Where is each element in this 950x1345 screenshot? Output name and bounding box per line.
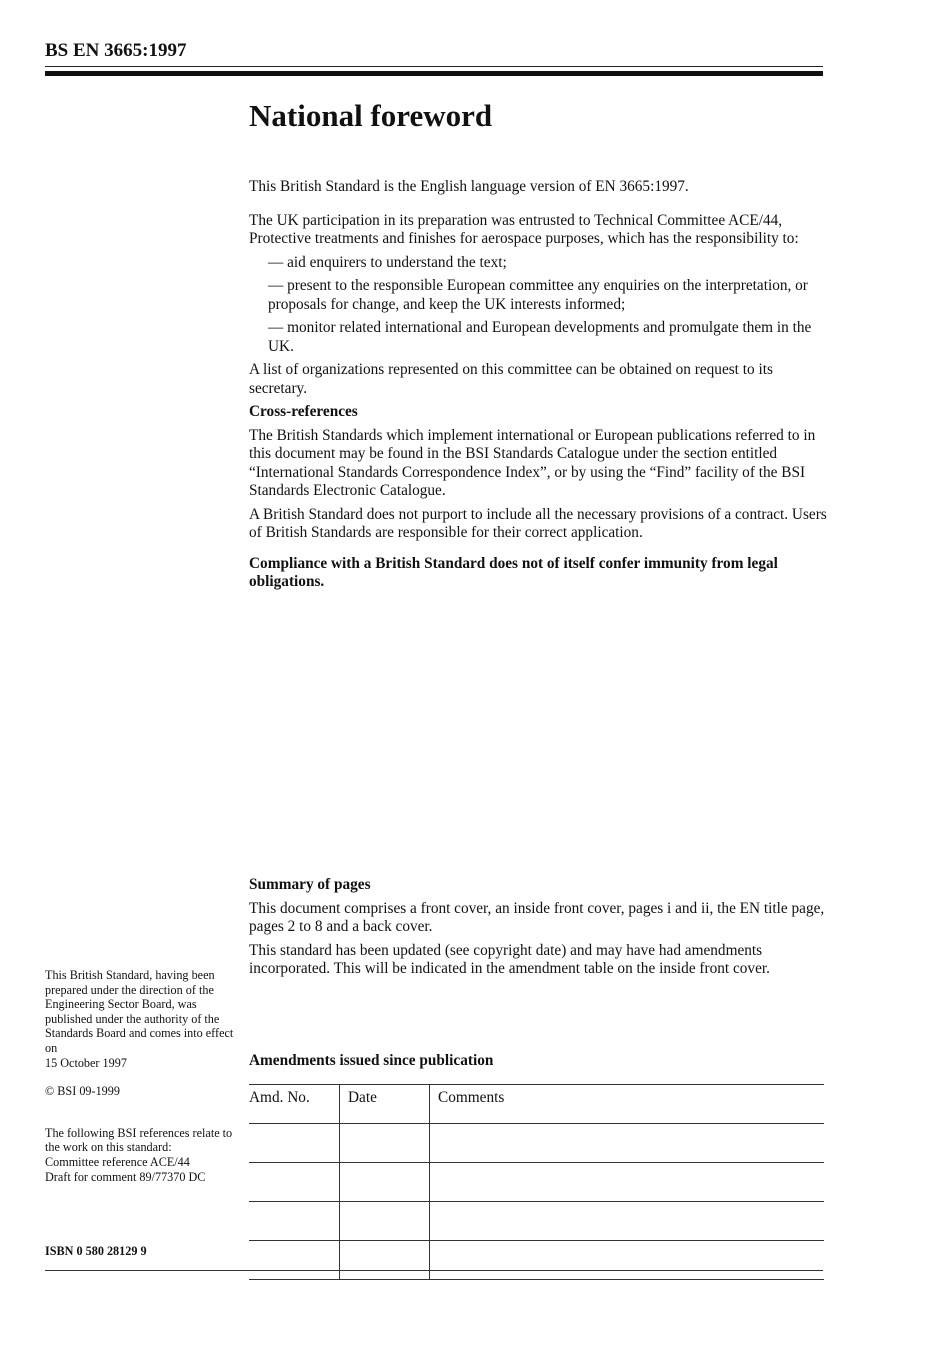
document-code: BS EN 3665:1997: [45, 40, 187, 61]
provisions-paragraph: A British Standard does not purport to include all the necessary provisions of a contract. Users of British Standards are responsible for their correct application.: [249, 505, 827, 541]
responsibility-item: — monitor related international and European developments and promulgate them in the UK.: [268, 319, 812, 355]
column-header-comments: Comments: [430, 1085, 825, 1124]
prepared-text: This British Standard, having been prepared under the direction of the Engineering Sector Board, was published under the authority of the Standards Board and comes into effect on: [45, 968, 234, 1055]
table-cell: [340, 1124, 430, 1163]
amendments-table: [249, 1084, 824, 1280]
table-header-row: [249, 1085, 824, 1124]
table-cell: [340, 1202, 430, 1241]
column-header-date: Date: [340, 1085, 430, 1124]
amendments-heading: Amendments issued since publication: [249, 1052, 494, 1069]
foreword-body: [249, 178, 827, 597]
summary-update-paragraph: This standard has been updated (see copyright date) and may have had amendments incorporated. This will be indicated in the amendment table on the inside front cover.: [249, 941, 770, 977]
copyright: © BSI 09-1999: [45, 1084, 120, 1099]
table-cell: [430, 1163, 825, 1202]
table-cell: [249, 1124, 340, 1163]
table-row: [249, 1241, 824, 1280]
isbn: ISBN 0 580 28129 9: [45, 1244, 147, 1258]
table-cell: [430, 1124, 825, 1163]
compliance-paragraph: Compliance with a British Standard does not of itself confer immunity from legal obligations.: [249, 554, 778, 590]
draft-reference: Draft for comment 89/77370 DC: [45, 1169, 206, 1184]
bsi-references: [45, 1126, 235, 1184]
table-cell: [340, 1241, 430, 1280]
responsibility-item: — aid enquirers to understand the text;: [268, 253, 507, 271]
table-cell: [340, 1163, 430, 1202]
responsibility-item: — present to the responsible European committee any enquiries on the interpretation, or proposals for change, and keep the UK interests informed;: [268, 277, 808, 313]
table-cell: [430, 1241, 825, 1280]
table-row: [249, 1202, 824, 1241]
table-row: [249, 1163, 824, 1202]
table-cell: [249, 1163, 340, 1202]
table-cell: [430, 1202, 825, 1241]
cross-references-heading: Cross-references: [249, 403, 358, 420]
table-row: [249, 1124, 824, 1163]
cross-references-paragraph: The British Standards which implement international or European publications referred to in this document may be found in the BSI Standards Catalogue under the section entitled “International Standards Correspondence Index”, or by using the “Find” facility of the BSI Standards Electronic Catalogue.: [249, 426, 816, 499]
header-thick-rule: [45, 71, 823, 76]
summary-paragraph: This document comprises a front cover, an inside front cover, pages i and ii, the EN title page, pages 2 to 8 and a back cover.: [249, 899, 825, 935]
header-thin-rule: [45, 66, 823, 67]
footer-rule: [45, 1270, 823, 1271]
column-header-amd-no: Amd. No.: [249, 1085, 340, 1124]
publication-statement: [45, 968, 235, 1070]
participation-paragraph: The UK participation in its preparation was entrusted to Technical Committee ACE/44, Protective treatments and finishes for aerospace purposes, which has the responsibility to:: [249, 211, 799, 247]
summary-heading: Summary of pages: [249, 876, 371, 893]
table-cell: [249, 1241, 340, 1280]
sidebar-publication-info: [45, 968, 235, 1198]
table-cell: [249, 1202, 340, 1241]
effective-date: 15 October 1997: [45, 1055, 127, 1070]
committee-reference: Committee reference ACE/44: [45, 1154, 190, 1169]
references-intro: The following BSI references relate to the work on this standard:: [45, 1125, 233, 1155]
organizations-paragraph: A list of organizations represented on this committee can be obtained on request to its secretary.: [249, 361, 773, 397]
intro-paragraph: This British Standard is the English language version of EN 3665:1997.: [249, 178, 689, 195]
page-title: National foreword: [249, 98, 493, 133]
summary-of-pages: [249, 876, 827, 984]
